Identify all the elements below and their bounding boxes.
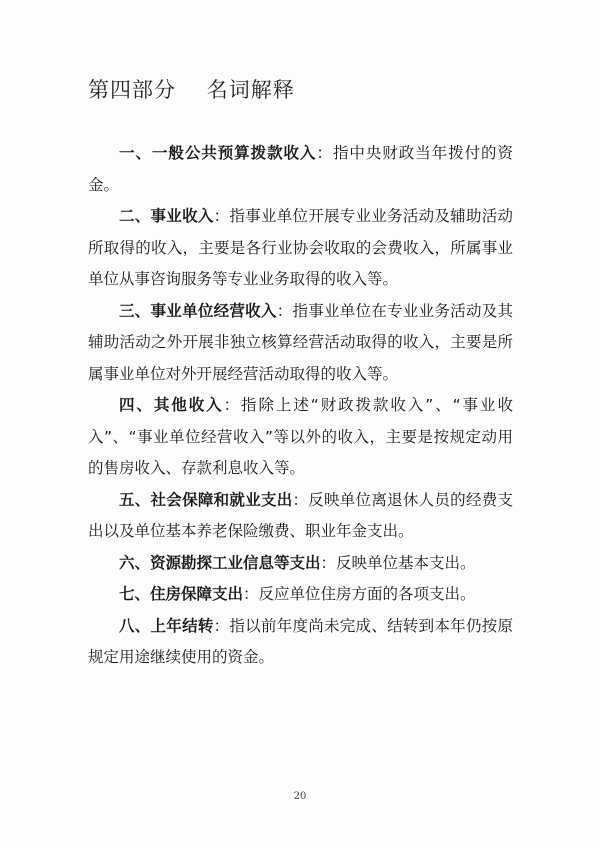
definition-term: 五、社会保障和就业支出 [119, 490, 293, 509]
definition-paragraph [88, 201, 513, 296]
term-separator: ： [243, 585, 259, 603]
definition-term: 四、其他收入 [119, 396, 224, 414]
term-separator: ： [320, 553, 337, 572]
definition-term: 三、事业单位经营收入 [119, 301, 277, 320]
definition-paragraph [88, 611, 513, 674]
definition-paragraph [88, 579, 513, 611]
definition-term: 八、上年结转 [119, 616, 214, 635]
definition-term: 二、事业收入 [119, 207, 214, 225]
definition-paragraph [88, 296, 513, 391]
definition-paragraph [88, 485, 513, 548]
term-separator: ： [276, 301, 293, 320]
definition-term: 七、住房保障支出 [119, 585, 244, 603]
definition-text: 指以前年度尚未完成、结转到本年仍按原规定用途继续使用的资金。 [88, 616, 513, 666]
definitions-body [88, 138, 513, 674]
term-separator: ： [213, 616, 230, 635]
definition-paragraph [88, 390, 513, 485]
definition-term: 一、一般公共预算拨款收入 [119, 144, 317, 162]
page-number: 20 [293, 791, 307, 802]
definition-text: 指中央财政当年拨付的资金。 [88, 144, 513, 194]
section-heading: 第四部分 名词解释 [88, 78, 295, 102]
definition-paragraph [88, 138, 513, 201]
term-separator: ： [213, 207, 230, 225]
definition-text: 指事业单位开展专业业务活动及辅助活动所取得的收入，主要是各行业协会收取的会费收入，所属事业单位从事咨询服务等专业业务取得的收入等。 [88, 207, 513, 288]
term-separator: ： [316, 144, 333, 162]
term-separator: ： [223, 396, 242, 414]
definition-text: 指事业单位在专业业务活动及其辅助活动之外开展非独立核算经营活动取得的收入，主要是所属事业单位对外开展经营活动取得的收入等。 [88, 301, 513, 383]
definition-text: 反映单位基本支出。 [336, 553, 476, 572]
definition-paragraph [88, 548, 513, 580]
definition-text: 指除上述“财政拨款收入”、“事业收入”、“事业单位经营收入”等以外的收入，主要是按规定动用的售房收入、存款利息收入等。 [88, 396, 513, 477]
definition-term: 六、资源勘探工业信息等支出 [119, 553, 321, 572]
definition-text: 反映单位离退休人员的经费支出以及单位基本养老保险缴费、职业年金支出。 [88, 490, 513, 540]
definition-text: 反应单位住房方面的各项支出。 [258, 585, 476, 603]
term-separator: ： [292, 490, 309, 509]
